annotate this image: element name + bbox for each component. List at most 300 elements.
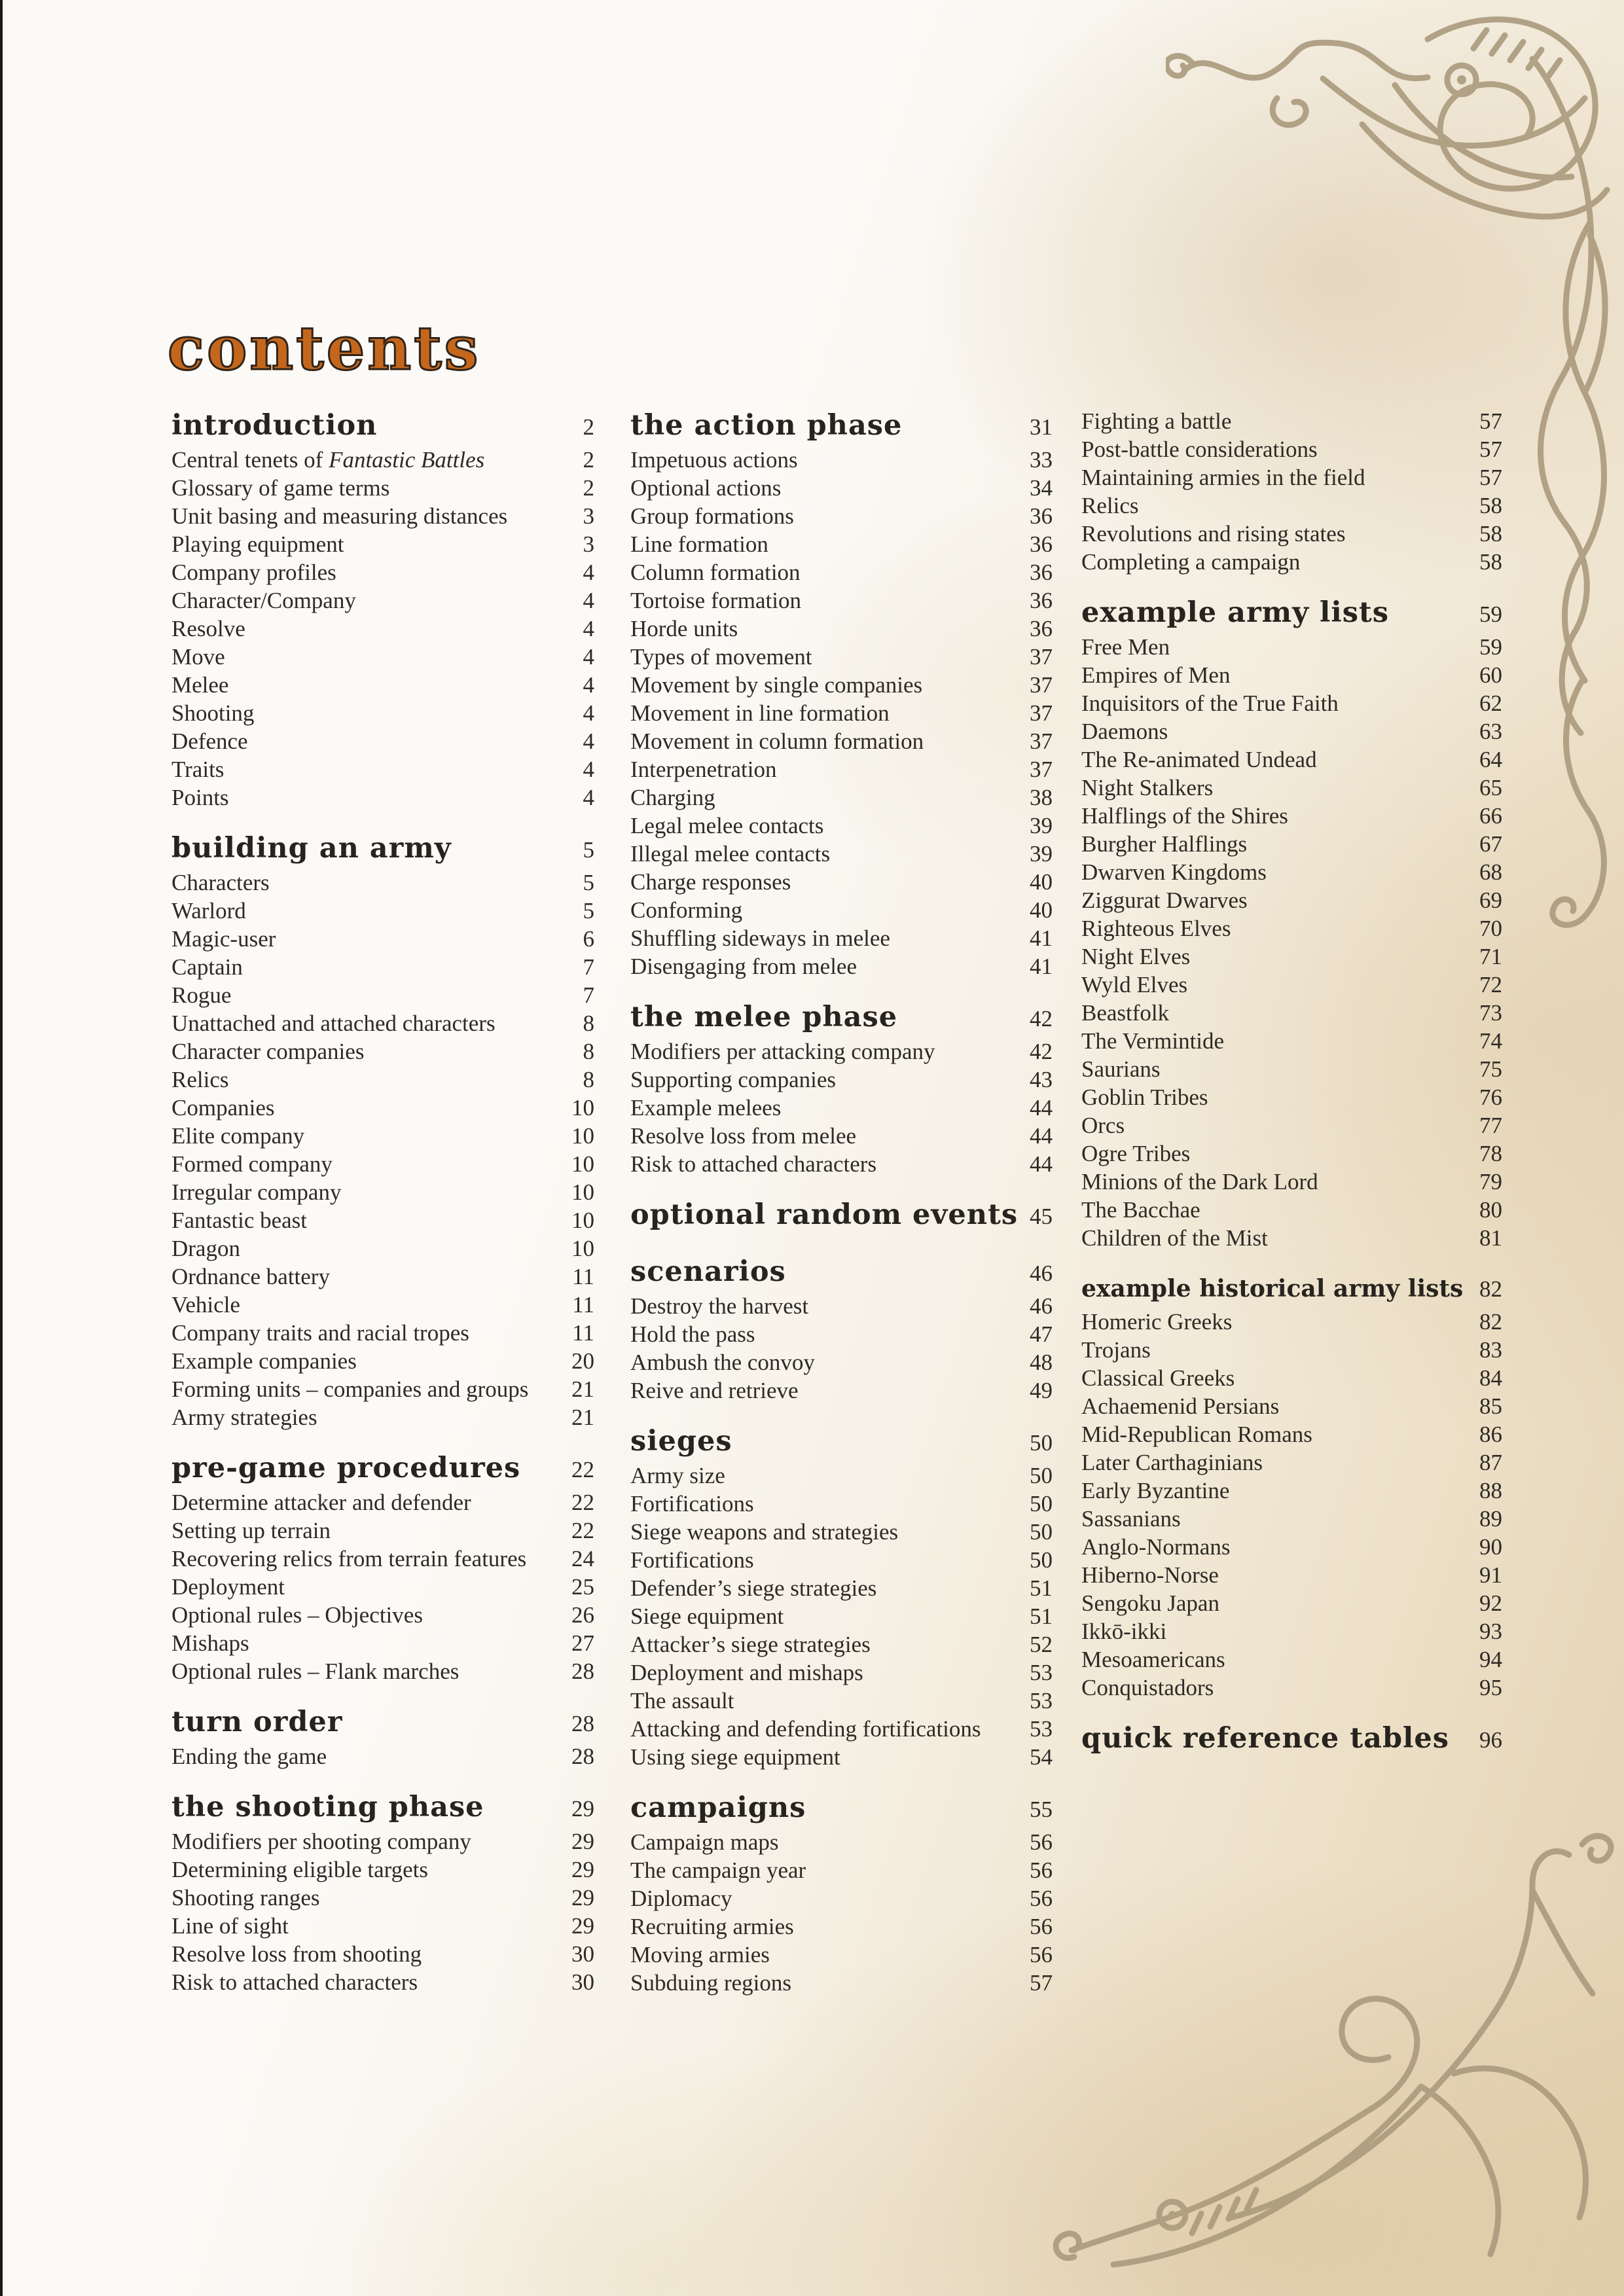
toc-entry <box>171 699 594 727</box>
entry-label: Revolutions and rising states <box>1081 521 1346 547</box>
toc-entry <box>630 1828 1053 1856</box>
toc-entry <box>171 925 594 953</box>
entry-label: Character/Company <box>171 588 356 613</box>
toc-entry <box>1081 492 1502 520</box>
entry-page: 82 <box>1479 1309 1502 1335</box>
toc-entry <box>630 1462 1053 1490</box>
entry-label: Defence <box>171 728 248 754</box>
entry-label: Empires of Men <box>1081 662 1231 688</box>
entry-page: 40 <box>1030 869 1053 895</box>
entry-label: Wyld Elves <box>1081 972 1188 997</box>
entry-label: Magic-user <box>171 926 276 952</box>
toc-entry <box>171 1912 594 1940</box>
entry-page: 56 <box>1030 1914 1053 1939</box>
entry-label: Tortoise formation <box>630 588 801 613</box>
entry-label: Points <box>171 785 229 810</box>
entry-page: 11 <box>572 1320 594 1346</box>
entry-page: 90 <box>1479 1534 1502 1560</box>
entry-page: 51 <box>1030 1575 1053 1601</box>
entry-label: Army strategies <box>171 1405 317 1430</box>
entry-label: Fantastic beast <box>171 1208 308 1233</box>
section-header-label: turn order <box>171 1706 343 1738</box>
entry-page: 10 <box>571 1095 594 1121</box>
toc-entry <box>630 1066 1053 1094</box>
section-header-page: 59 <box>1479 601 1502 627</box>
toc-entry <box>1081 1364 1502 1392</box>
toc-entry <box>1081 886 1502 914</box>
toc-entry <box>1081 1083 1502 1111</box>
entry-label: Deployment <box>171 1574 285 1600</box>
section-header-label: pre-game procedures <box>171 1452 521 1484</box>
entry-label: Inquisitors of the True Faith <box>1081 691 1339 716</box>
entry-label: Resolve <box>171 616 245 641</box>
toc-entry <box>630 868 1053 896</box>
entry-label: Interpenetration <box>630 757 777 782</box>
entry-page: 36 <box>1030 503 1053 529</box>
entry-label: Anglo-Normans <box>1081 1534 1231 1560</box>
entry-label: Siege weapons and strategies <box>630 1519 899 1545</box>
entry-label: Example companies <box>171 1348 357 1374</box>
entry-page: 39 <box>1030 841 1053 867</box>
entry-label: Resolve loss from shooting <box>171 1941 422 1967</box>
entry-page: 22 <box>571 1518 594 1543</box>
section-header-page: 22 <box>571 1457 594 1482</box>
toc-entry <box>1081 1111 1502 1139</box>
section-header <box>630 1423 1053 1462</box>
entry-page: 10 <box>571 1208 594 1233</box>
toc-entry <box>1081 1589 1502 1617</box>
toc-entry <box>1081 435 1502 463</box>
section-header-page: 5 <box>583 837 594 863</box>
entry-page: 65 <box>1479 775 1502 800</box>
entry-label: Night Stalkers <box>1081 775 1214 800</box>
entry-label: Ikkō-ikki <box>1081 1619 1167 1644</box>
entry-page: 11 <box>572 1292 594 1318</box>
entry-page: 29 <box>571 1913 594 1939</box>
entry-label: Goblin Tribes <box>1081 1085 1208 1110</box>
entry-page: 4 <box>583 616 594 641</box>
entry-page: 68 <box>1479 859 1502 885</box>
toc-entry <box>171 1856 594 1884</box>
section-header-page: 31 <box>1030 414 1053 440</box>
entry-page: 77 <box>1479 1113 1502 1138</box>
toc-entry <box>171 1601 594 1629</box>
toc-entry <box>171 671 594 699</box>
entry-label: Captain <box>171 954 243 980</box>
entry-page: 60 <box>1479 662 1502 688</box>
entry-page: 36 <box>1030 616 1053 641</box>
entry-label: Army size <box>630 1463 725 1488</box>
toc-entry <box>630 783 1053 812</box>
entry-label: Risk to attached characters <box>630 1151 877 1177</box>
toc-entry <box>171 1291 594 1319</box>
entry-page: 37 <box>1030 757 1053 782</box>
entry-label: Free Men <box>1081 634 1170 660</box>
toc-entry <box>1081 1645 1502 1674</box>
entry-label: Formed company <box>171 1151 333 1177</box>
entry-label: Maintaining armies in the field <box>1081 465 1365 490</box>
entry-page: 26 <box>571 1602 594 1628</box>
entry-label: Conquistadors <box>1081 1675 1214 1700</box>
entry-label: Traits <box>171 757 225 782</box>
toc-entry <box>630 952 1053 980</box>
toc-entry <box>171 1094 594 1122</box>
entry-label: Shooting <box>171 700 255 726</box>
entry-page: 50 <box>1030 1519 1053 1545</box>
toc-entry <box>171 1234 594 1263</box>
entry-page: 8 <box>583 1011 594 1036</box>
toc-entry <box>1081 1027 1502 1055</box>
entry-page: 64 <box>1479 747 1502 772</box>
entry-page: 2 <box>583 475 594 501</box>
entry-page: 91 <box>1479 1562 1502 1588</box>
entry-label: Saurians <box>1081 1056 1161 1082</box>
entry-page: 56 <box>1030 1829 1053 1855</box>
entry-label: Fortifications <box>630 1547 754 1573</box>
toc-entry <box>630 1574 1053 1602</box>
entry-label: The Bacchae <box>1081 1197 1200 1223</box>
entry-label: Ambush the convoy <box>630 1350 815 1375</box>
entry-page: 40 <box>1030 897 1053 923</box>
toc-section <box>171 1789 594 1996</box>
entry-label: Early Byzantine <box>1081 1478 1230 1503</box>
toc-entry <box>171 474 594 502</box>
toc-entry <box>171 1403 594 1431</box>
toc-entry <box>171 502 594 530</box>
toc-entry <box>1081 548 1502 576</box>
toc-entry <box>630 1348 1053 1376</box>
toc-column-2 <box>630 407 1053 1997</box>
entry-page: 8 <box>583 1039 594 1064</box>
entry-page: 29 <box>571 1829 594 1854</box>
entry-label: Ordnance battery <box>171 1264 330 1289</box>
section-header-page: 29 <box>571 1796 594 1821</box>
entry-page: 84 <box>1479 1365 1502 1391</box>
entry-page: 63 <box>1479 719 1502 744</box>
entry-label: Sengoku Japan <box>1081 1590 1219 1616</box>
section-header <box>171 1704 594 1742</box>
toc-entry <box>630 727 1053 755</box>
entry-label: Optional actions <box>630 475 782 501</box>
toc-entry <box>1081 1224 1502 1252</box>
entry-label: Risk to attached characters <box>171 1969 418 1995</box>
entry-label: Supporting companies <box>630 1067 836 1092</box>
entry-page: 28 <box>571 1659 594 1684</box>
section-header-page: 50 <box>1030 1430 1053 1456</box>
entry-page: 24 <box>571 1546 594 1571</box>
entry-page: 29 <box>571 1885 594 1910</box>
toc-section <box>630 1423 1053 1771</box>
toc-entry <box>171 981 594 1009</box>
entry-label: Horde units <box>630 616 738 641</box>
entry-label: The assault <box>630 1688 734 1713</box>
section-header <box>630 1789 1053 1828</box>
toc-entry <box>630 840 1053 868</box>
entry-page: 4 <box>583 700 594 726</box>
entry-page: 27 <box>571 1630 594 1656</box>
entry-page: 87 <box>1479 1450 1502 1475</box>
toc-entry <box>171 1009 594 1037</box>
entry-page: 56 <box>1030 1942 1053 1967</box>
entry-page: 2 <box>583 447 594 473</box>
page-title: contents <box>168 313 481 384</box>
section-header-page: 2 <box>583 414 594 440</box>
toc-entry <box>630 755 1053 783</box>
entry-label: Classical Greeks <box>1081 1365 1235 1391</box>
toc-entry <box>630 1659 1053 1687</box>
entry-page: 52 <box>1030 1632 1053 1657</box>
toc-section <box>171 1450 594 1685</box>
entry-page: 71 <box>1479 944 1502 969</box>
toc-entry <box>171 1263 594 1291</box>
entry-page: 22 <box>571 1490 594 1515</box>
entry-page: 36 <box>1030 560 1053 585</box>
toc-entry <box>171 1545 594 1573</box>
toc-entry <box>171 1573 594 1601</box>
entry-label: Playing equipment <box>171 531 344 557</box>
toc-entry <box>1081 689 1502 717</box>
entry-page: 44 <box>1030 1095 1053 1121</box>
entry-label: Modifiers per shooting company <box>171 1829 471 1854</box>
entry-page: 10 <box>571 1123 594 1149</box>
section-header-label: sieges <box>630 1425 732 1458</box>
toc-entry <box>630 1320 1053 1348</box>
entry-page: 21 <box>571 1376 594 1402</box>
section-header-label: scenarios <box>630 1255 786 1288</box>
toc-entry <box>630 1602 1053 1630</box>
entry-label: Melee <box>171 672 229 698</box>
toc-entry <box>171 869 594 897</box>
entry-page: 58 <box>1479 493 1502 518</box>
section-header-label: example historical army lists <box>1081 1275 1464 1302</box>
entry-label: Mishaps <box>171 1630 249 1656</box>
toc-entry <box>630 1037 1053 1066</box>
section-header-label: the shooting phase <box>171 1791 484 1823</box>
entry-label: Elite company <box>171 1123 305 1149</box>
toc-entry <box>1081 1674 1502 1702</box>
entry-page: 42 <box>1030 1039 1053 1064</box>
toc-entry <box>171 643 594 671</box>
entry-label: Deployment and mishaps <box>630 1660 863 1685</box>
entry-page: 57 <box>1479 437 1502 462</box>
toc-section <box>171 830 594 1431</box>
entry-label: Glossary of game terms <box>171 475 390 501</box>
toc-entry <box>1081 774 1502 802</box>
entry-label: Warlord <box>171 898 246 924</box>
entry-page: 50 <box>1030 1463 1053 1488</box>
section-header <box>630 407 1053 446</box>
entry-page: 44 <box>1030 1123 1053 1149</box>
entry-page: 57 <box>1479 465 1502 490</box>
toc-entry <box>171 1122 594 1150</box>
entry-label: Vehicle <box>171 1292 240 1318</box>
toc-entry <box>171 1516 594 1545</box>
toc-entry <box>630 615 1053 643</box>
entry-page: 30 <box>571 1941 594 1967</box>
toc-entry <box>1081 520 1502 548</box>
toc-entry <box>630 558 1053 586</box>
entry-page: 88 <box>1479 1478 1502 1503</box>
section-header-label: building an army <box>171 832 452 865</box>
entry-page: 95 <box>1479 1675 1502 1700</box>
toc-section <box>1081 407 1502 576</box>
entry-label: Defender’s siege strategies <box>630 1575 877 1601</box>
entry-label: Example melees <box>630 1095 782 1121</box>
toc-entry <box>171 1375 594 1403</box>
toc-section <box>171 1704 594 1770</box>
entry-page: 62 <box>1479 691 1502 716</box>
entry-label: Hiberno-Norse <box>1081 1562 1219 1588</box>
entry-label: Shooting ranges <box>171 1885 320 1910</box>
toc-entry <box>1081 661 1502 689</box>
toc-entry <box>630 1884 1053 1912</box>
entry-label: Righteous Elves <box>1081 916 1231 941</box>
entry-page: 50 <box>1030 1491 1053 1516</box>
section-header <box>1081 594 1502 633</box>
section-header <box>1081 1720 1502 1759</box>
entry-page: 66 <box>1479 803 1502 829</box>
toc-entry <box>1081 1477 1502 1505</box>
entry-label: Disengaging from melee <box>630 954 857 979</box>
entry-label: Completing a campaign <box>1081 549 1301 575</box>
entry-label: Movement in line formation <box>630 700 890 726</box>
entry-label: Optional rules – Objectives <box>171 1602 423 1628</box>
entry-page: 86 <box>1479 1422 1502 1447</box>
entry-label: Beastfolk <box>1081 1000 1170 1026</box>
entry-label: Group formations <box>630 503 794 529</box>
toc-entry <box>1081 1055 1502 1083</box>
section-header-label: introduction <box>171 409 378 442</box>
toc-entry <box>1081 463 1502 492</box>
entry-label: Charging <box>630 785 715 810</box>
page-edge-line <box>0 0 3 2296</box>
entry-label: Attacker’s siege strategies <box>630 1632 871 1657</box>
entry-label: Daemons <box>1081 719 1168 744</box>
entry-label: Legal melee contacts <box>630 813 824 838</box>
toc-entry <box>1081 858 1502 886</box>
toc-entry <box>1081 1139 1502 1168</box>
entry-page: 29 <box>571 1857 594 1882</box>
entry-label: Resolve loss from melee <box>630 1123 857 1149</box>
toc-entry <box>630 1518 1053 1546</box>
entry-page: 48 <box>1030 1350 1053 1375</box>
entry-label: Charge responses <box>630 869 791 895</box>
entry-label: Post-battle considerations <box>1081 437 1318 462</box>
toc-entry <box>630 896 1053 924</box>
entry-page: 28 <box>571 1744 594 1769</box>
entry-page: 73 <box>1479 1000 1502 1026</box>
entry-page: 78 <box>1479 1141 1502 1166</box>
toc-entry <box>1081 1420 1502 1448</box>
toc-entry <box>171 586 594 615</box>
toc-section <box>1081 1720 1502 1759</box>
toc-entry <box>1081 1392 1502 1420</box>
entry-page: 57 <box>1030 1970 1053 1996</box>
entry-label: Determining eligible targets <box>171 1857 429 1882</box>
entry-label: Children of the Mist <box>1081 1225 1268 1251</box>
section-header <box>630 1196 1053 1235</box>
toc-entry <box>1081 1561 1502 1589</box>
toc-entry <box>630 812 1053 840</box>
toc-entry <box>630 586 1053 615</box>
entry-label: Fighting a battle <box>1081 408 1232 434</box>
entry-label: Burgher Halflings <box>1081 831 1248 857</box>
section-header-label: example army lists <box>1081 596 1390 629</box>
toc-section <box>630 1253 1053 1405</box>
entry-label: Ziggurat Dwarves <box>1081 888 1248 913</box>
toc-entry <box>1081 942 1502 971</box>
section-header-page: 42 <box>1030 1006 1053 1031</box>
toc-entry <box>171 1066 594 1094</box>
entry-label: Characters <box>171 870 270 895</box>
toc-section <box>1081 1270 1502 1702</box>
toc-entry <box>630 530 1053 558</box>
entry-page: 50 <box>1030 1547 1053 1573</box>
entry-page: 53 <box>1030 1660 1053 1685</box>
entry-page: 11 <box>572 1264 594 1289</box>
entry-page: 10 <box>571 1151 594 1177</box>
entry-label: Modifiers per attacking company <box>630 1039 935 1064</box>
entry-page: 4 <box>583 728 594 754</box>
toc-entry <box>630 1630 1053 1659</box>
entry-label: Unattached and attached characters <box>171 1011 496 1036</box>
toc-entry <box>630 1969 1053 1997</box>
entry-page: 4 <box>583 588 594 613</box>
entry-page: 53 <box>1030 1688 1053 1713</box>
entry-page: 5 <box>583 870 594 895</box>
entry-label: Dwarven Kingdoms <box>1081 859 1267 885</box>
entry-page: 70 <box>1479 916 1502 941</box>
entry-page: 49 <box>1030 1378 1053 1403</box>
entry-label: Relics <box>171 1067 229 1092</box>
section-header <box>171 1450 594 1488</box>
toc-entry <box>1081 830 1502 858</box>
entry-page: 76 <box>1479 1085 1502 1110</box>
toc-entry <box>630 1856 1053 1884</box>
entry-label: The campaign year <box>630 1857 806 1883</box>
toc-section <box>630 1789 1053 1997</box>
entry-label: Rogue <box>171 982 232 1008</box>
toc-entry <box>630 699 1053 727</box>
section-header-label: quick reference tables <box>1081 1722 1449 1755</box>
toc-entry <box>1081 717 1502 745</box>
entry-label: Ogre Tribes <box>1081 1141 1191 1166</box>
entry-label: Determine attacker and defender <box>171 1490 471 1515</box>
toc-entry <box>630 1743 1053 1771</box>
entry-page: 69 <box>1479 888 1502 913</box>
section-header-page: 45 <box>1030 1204 1053 1229</box>
entry-page: 46 <box>1030 1293 1053 1319</box>
toc-entry <box>171 1150 594 1178</box>
entry-page: 41 <box>1030 954 1053 979</box>
entry-label: Reive and retrieve <box>630 1378 799 1403</box>
entry-label: Company traits and racial tropes <box>171 1320 469 1346</box>
entry-page: 92 <box>1479 1590 1502 1616</box>
toc-entry <box>171 1742 594 1770</box>
section-header <box>171 830 594 869</box>
section-header-label: the action phase <box>630 409 903 442</box>
entry-page: 6 <box>583 926 594 952</box>
entry-page: 53 <box>1030 1716 1053 1742</box>
toc-entry <box>171 897 594 925</box>
entry-page: 4 <box>583 644 594 670</box>
entry-label: Hold the pass <box>630 1321 755 1347</box>
toc-entry <box>171 1968 594 1996</box>
entry-label: Mesoamericans <box>1081 1647 1225 1672</box>
toc-entry <box>171 783 594 812</box>
entry-label: Using siege equipment <box>630 1744 840 1770</box>
toc-entry <box>630 1687 1053 1715</box>
